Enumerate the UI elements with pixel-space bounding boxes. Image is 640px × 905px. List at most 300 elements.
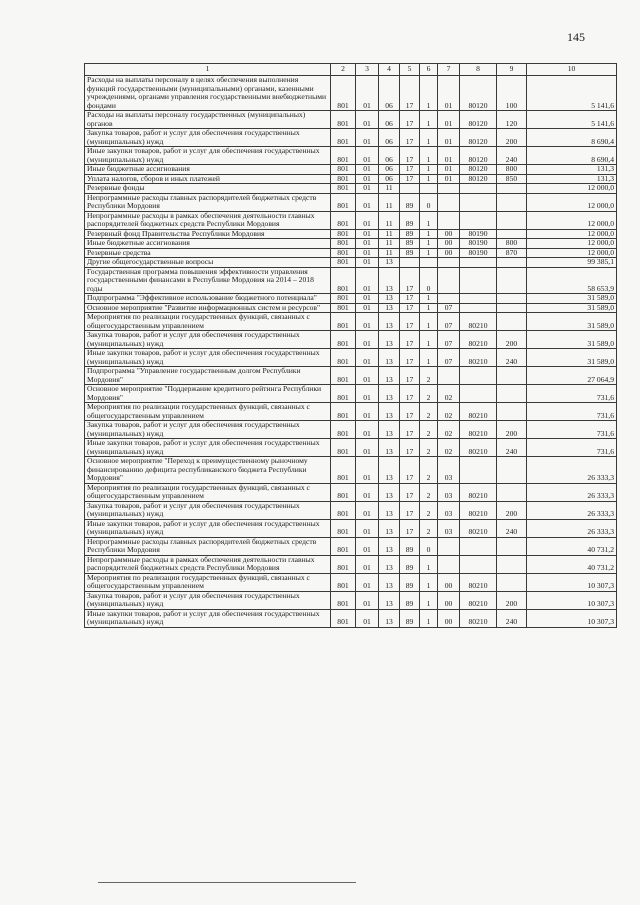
table-row — [85, 129, 617, 147]
code-section: 01 — [356, 229, 379, 239]
code-activity: 01 — [438, 165, 460, 175]
table-row — [85, 609, 617, 627]
amount: 40 731,2 — [527, 555, 617, 573]
code-subprogram: 2 — [420, 421, 438, 439]
code-section: 01 — [356, 367, 379, 385]
code-ministry: 801 — [331, 519, 356, 537]
code-activity: 02 — [438, 421, 460, 439]
row-name: Подпрограмма "Эффективное использование бюджетного потенциала" — [85, 294, 331, 304]
code-subsection: 06 — [379, 76, 400, 111]
code-ministry: 801 — [331, 303, 356, 313]
column-header: 5 — [400, 64, 420, 76]
code-program: 89 — [400, 239, 420, 249]
code-program: 17 — [400, 111, 420, 129]
code-direction: 80210 — [460, 421, 497, 439]
table-row — [85, 519, 617, 537]
row-name: Закупка товаров, работ и услуг для обеспечения государственных (муниципальных) нужд — [85, 331, 331, 349]
column-header: 6 — [420, 64, 438, 76]
code-direction: 80210 — [460, 501, 497, 519]
code-expense-type — [497, 258, 527, 268]
amount: 12 000,0 — [527, 193, 617, 211]
amount: 12 000,0 — [527, 239, 617, 249]
row-name: Непрограммные расходы в рамках обеспечения деятельности главных распорядителей бюджетных средств Республики Мордовия — [85, 555, 331, 573]
code-expense-type — [497, 573, 527, 591]
code-activity — [438, 258, 460, 268]
code-subsection: 11 — [379, 193, 400, 211]
code-ministry: 801 — [331, 147, 356, 165]
code-subprogram: 2 — [420, 385, 438, 403]
code-section: 01 — [356, 483, 379, 501]
code-direction — [460, 385, 497, 403]
code-activity: 03 — [438, 501, 460, 519]
code-section: 01 — [356, 267, 379, 294]
table-row — [85, 193, 617, 211]
table-row — [85, 331, 617, 349]
code-ministry: 801 — [331, 483, 356, 501]
code-ministry: 801 — [331, 165, 356, 175]
code-subsection: 06 — [379, 165, 400, 175]
code-direction — [460, 457, 497, 484]
code-program: 89 — [400, 193, 420, 211]
code-section: 01 — [356, 537, 379, 555]
code-ministry: 801 — [331, 555, 356, 573]
code-activity: 07 — [438, 331, 460, 349]
row-name: Непрограммные расходы главных распорядителей бюджетных средств Республики Мордовия — [85, 537, 331, 555]
code-program: 17 — [400, 313, 420, 331]
code-direction — [460, 294, 497, 304]
row-name: Резервные средства — [85, 248, 331, 258]
code-expense-type — [497, 385, 527, 403]
code-ministry: 801 — [331, 385, 356, 403]
table-row — [85, 248, 617, 258]
code-subprogram: 1 — [420, 174, 438, 184]
code-ministry: 801 — [331, 439, 356, 457]
table-row — [85, 184, 617, 194]
code-section: 01 — [356, 313, 379, 331]
row-name: Резервные фонды — [85, 184, 331, 194]
code-section: 01 — [356, 519, 379, 537]
code-ministry: 801 — [331, 457, 356, 484]
code-expense-type — [497, 313, 527, 331]
code-program: 17 — [400, 294, 420, 304]
table-row — [85, 294, 617, 304]
table-row — [85, 501, 617, 519]
code-direction: 80210 — [460, 609, 497, 627]
code-subsection: 11 — [379, 229, 400, 239]
code-subsection: 13 — [379, 519, 400, 537]
code-direction: 80120 — [460, 174, 497, 184]
code-ministry: 801 — [331, 501, 356, 519]
code-expense-type — [497, 555, 527, 573]
amount: 12 000,0 — [527, 211, 617, 229]
code-expense-type — [497, 184, 527, 194]
table-row — [85, 303, 617, 313]
code-program: 89 — [400, 211, 420, 229]
row-name: Мероприятия по реализации государственных функций, связанных с общегосударственным управлением — [85, 313, 331, 331]
column-header: 2 — [331, 64, 356, 76]
code-subprogram: 1 — [420, 211, 438, 229]
code-expense-type: 240 — [497, 439, 527, 457]
code-section: 01 — [356, 76, 379, 111]
amount: 10 307,3 — [527, 609, 617, 627]
amount: 5 141,6 — [527, 111, 617, 129]
amount: 26 333,3 — [527, 501, 617, 519]
row-name: Непрограммные расходы в рамках обеспечения деятельности главных распорядителей бюджетных средств Республики Мордовия — [85, 211, 331, 229]
code-expense-type — [497, 267, 527, 294]
code-subsection: 13 — [379, 385, 400, 403]
table-row — [85, 229, 617, 239]
code-subprogram — [420, 184, 438, 194]
table-row — [85, 239, 617, 249]
code-direction: 80210 — [460, 573, 497, 591]
amount: 5 141,6 — [527, 76, 617, 111]
table-row — [85, 421, 617, 439]
code-direction: 80210 — [460, 519, 497, 537]
table-row — [85, 403, 617, 421]
code-direction: 80120 — [460, 111, 497, 129]
code-expense-type — [497, 193, 527, 211]
code-subsection: 11 — [379, 239, 400, 249]
code-activity: 02 — [438, 385, 460, 403]
amount: 31 589,0 — [527, 294, 617, 304]
code-section: 01 — [356, 129, 379, 147]
code-section: 01 — [356, 457, 379, 484]
code-subprogram: 1 — [420, 248, 438, 258]
code-program: 17 — [400, 349, 420, 367]
code-program: 89 — [400, 609, 420, 627]
amount: 26 333,3 — [527, 457, 617, 484]
code-section: 01 — [356, 248, 379, 258]
code-expense-type — [497, 537, 527, 555]
amount: 12 000,0 — [527, 248, 617, 258]
code-subsection: 13 — [379, 439, 400, 457]
code-ministry: 801 — [331, 367, 356, 385]
code-subsection: 13 — [379, 303, 400, 313]
table-row — [85, 483, 617, 501]
code-ministry: 801 — [331, 193, 356, 211]
code-program: 89 — [400, 248, 420, 258]
code-subsection: 13 — [379, 367, 400, 385]
column-header: 7 — [438, 64, 460, 76]
code-ministry: 801 — [331, 609, 356, 627]
code-activity: 00 — [438, 573, 460, 591]
code-ministry: 801 — [331, 573, 356, 591]
code-program: 17 — [400, 483, 420, 501]
code-ministry: 801 — [331, 129, 356, 147]
code-subsection: 13 — [379, 331, 400, 349]
code-subprogram: 1 — [420, 555, 438, 573]
column-header: 8 — [460, 64, 497, 76]
table-row — [85, 111, 617, 129]
code-direction — [460, 267, 497, 294]
code-program: 17 — [400, 403, 420, 421]
code-program: 17 — [400, 165, 420, 175]
code-section: 01 — [356, 174, 379, 184]
code-program: 17 — [400, 303, 420, 313]
code-subsection: 13 — [379, 591, 400, 609]
code-program: 17 — [400, 129, 420, 147]
code-expense-type — [497, 367, 527, 385]
code-expense-type: 240 — [497, 147, 527, 165]
code-direction — [460, 258, 497, 268]
code-activity: 03 — [438, 483, 460, 501]
code-subprogram: 2 — [420, 439, 438, 457]
row-name: Государственная программа повышения эффективности управления государственными финансами в Республике Мордовия на 2014 – 2018 годы — [85, 267, 331, 294]
code-program — [400, 258, 420, 268]
code-expense-type: 200 — [497, 421, 527, 439]
amount: 10 307,3 — [527, 591, 617, 609]
code-subprogram: 1 — [420, 229, 438, 239]
row-name: Иные закупки товаров, работ и услуг для обеспечения государственных (муниципальных) нужд — [85, 349, 331, 367]
code-activity: 01 — [438, 147, 460, 165]
code-section: 01 — [356, 211, 379, 229]
code-direction: 80120 — [460, 76, 497, 111]
amount: 31 589,0 — [527, 303, 617, 313]
code-subsection: 13 — [379, 258, 400, 268]
code-ministry: 801 — [331, 591, 356, 609]
row-name: Уплата налогов, сборов и иных платежей — [85, 174, 331, 184]
code-activity — [438, 537, 460, 555]
code-expense-type: 240 — [497, 519, 527, 537]
code-ministry: 801 — [331, 403, 356, 421]
code-subprogram: 1 — [420, 76, 438, 111]
code-subsection: 06 — [379, 174, 400, 184]
code-expense-type: 240 — [497, 349, 527, 367]
code-activity: 00 — [438, 609, 460, 627]
code-ministry: 801 — [331, 267, 356, 294]
code-subprogram: 1 — [420, 111, 438, 129]
code-subprogram: 2 — [420, 403, 438, 421]
code-direction — [460, 193, 497, 211]
code-subsection: 13 — [379, 555, 400, 573]
code-direction: 80210 — [460, 483, 497, 501]
code-subprogram: 2 — [420, 519, 438, 537]
row-name: Закупка товаров, работ и услуг для обеспечения государственных (муниципальных) нужд — [85, 501, 331, 519]
code-program: 17 — [400, 147, 420, 165]
code-expense-type — [497, 211, 527, 229]
code-activity: 03 — [438, 457, 460, 484]
code-subsection: 13 — [379, 573, 400, 591]
code-expense-type: 100 — [497, 76, 527, 111]
amount: 8 690,4 — [527, 129, 617, 147]
row-name: Мероприятия по реализации государственных функций, связанных с общегосударственным управлением — [85, 403, 331, 421]
code-subsection: 11 — [379, 184, 400, 194]
code-ministry: 801 — [331, 258, 356, 268]
code-direction — [460, 367, 497, 385]
code-expense-type — [497, 457, 527, 484]
code-expense-type: 200 — [497, 129, 527, 147]
table-row — [85, 349, 617, 367]
amount: 40 731,2 — [527, 537, 617, 555]
code-program: 89 — [400, 229, 420, 239]
code-activity: 00 — [438, 229, 460, 239]
table-row — [85, 555, 617, 573]
code-expense-type: 200 — [497, 501, 527, 519]
code-section: 01 — [356, 501, 379, 519]
code-ministry: 801 — [331, 349, 356, 367]
code-section: 01 — [356, 421, 379, 439]
code-ministry: 801 — [331, 174, 356, 184]
code-subprogram: 2 — [420, 501, 438, 519]
code-subsection: 13 — [379, 294, 400, 304]
code-subsection: 13 — [379, 501, 400, 519]
column-header-row — [85, 64, 617, 76]
code-program — [400, 184, 420, 194]
code-activity: 01 — [438, 76, 460, 111]
code-ministry: 801 — [331, 248, 356, 258]
code-subprogram: 1 — [420, 303, 438, 313]
code-ministry: 801 — [331, 421, 356, 439]
row-name: Закупка товаров, работ и услуг для обеспечения государственных (муниципальных) нужд — [85, 421, 331, 439]
row-name: Иные бюджетные ассигнования — [85, 165, 331, 175]
amount: 31 589,0 — [527, 349, 617, 367]
code-subprogram — [420, 258, 438, 268]
table-row — [85, 211, 617, 229]
code-ministry: 801 — [331, 184, 356, 194]
code-subsection: 11 — [379, 248, 400, 258]
code-expense-type: 240 — [497, 609, 527, 627]
code-expense-type: 870 — [497, 248, 527, 258]
code-subprogram: 0 — [420, 267, 438, 294]
code-section: 01 — [356, 111, 379, 129]
amount: 26 333,3 — [527, 519, 617, 537]
code-ministry: 801 — [331, 294, 356, 304]
code-subprogram: 1 — [420, 331, 438, 349]
code-section: 01 — [356, 403, 379, 421]
code-subprogram: 1 — [420, 147, 438, 165]
code-direction — [460, 555, 497, 573]
row-name: Непрограммные расходы главных распорядителей бюджетных средств Республики Мордовия — [85, 193, 331, 211]
code-subsection: 06 — [379, 147, 400, 165]
code-activity: 01 — [438, 174, 460, 184]
code-section: 01 — [356, 331, 379, 349]
code-activity — [438, 184, 460, 194]
budget-table-body — [85, 64, 617, 628]
amount: 131,3 — [527, 174, 617, 184]
code-activity — [438, 294, 460, 304]
code-direction: 80190 — [460, 239, 497, 249]
code-subprogram: 2 — [420, 367, 438, 385]
amount: 10 307,3 — [527, 573, 617, 591]
table-row — [85, 573, 617, 591]
code-ministry: 801 — [331, 313, 356, 331]
code-subsection: 06 — [379, 111, 400, 129]
code-subsection: 13 — [379, 403, 400, 421]
code-program: 17 — [400, 385, 420, 403]
code-expense-type — [497, 483, 527, 501]
row-name: Иные бюджетные ассигнования — [85, 239, 331, 249]
code-subsection: 13 — [379, 609, 400, 627]
code-direction — [460, 537, 497, 555]
code-section: 01 — [356, 184, 379, 194]
code-section: 01 — [356, 239, 379, 249]
code-direction: 80210 — [460, 349, 497, 367]
code-activity — [438, 555, 460, 573]
row-name: Основное мероприятие "Поддержание кредитного рейтинга Республики Мордовия" — [85, 385, 331, 403]
code-section: 01 — [356, 303, 379, 313]
code-subprogram: 1 — [420, 349, 438, 367]
code-activity — [438, 367, 460, 385]
code-activity: 03 — [438, 519, 460, 537]
code-expense-type: 200 — [497, 331, 527, 349]
row-name: Иные закупки товаров, работ и услуг для обеспечения государственных (муниципальных) нужд — [85, 147, 331, 165]
code-direction — [460, 303, 497, 313]
code-expense-type — [497, 229, 527, 239]
code-subprogram: 1 — [420, 239, 438, 249]
code-activity: 07 — [438, 349, 460, 367]
code-program: 17 — [400, 439, 420, 457]
code-program: 89 — [400, 591, 420, 609]
code-direction — [460, 184, 497, 194]
budget-table — [84, 63, 617, 628]
table-row — [85, 165, 617, 175]
code-expense-type: 800 — [497, 239, 527, 249]
amount: 31 589,0 — [527, 313, 617, 331]
code-direction: 80120 — [460, 129, 497, 147]
code-direction: 80190 — [460, 229, 497, 239]
code-ministry: 801 — [331, 111, 356, 129]
table-row — [85, 591, 617, 609]
amount: 58 653,9 — [527, 267, 617, 294]
code-expense-type: 850 — [497, 174, 527, 184]
column-header: 1 — [85, 64, 331, 76]
table-row — [85, 439, 617, 457]
code-direction: 80210 — [460, 439, 497, 457]
code-subsection: 13 — [379, 267, 400, 294]
code-activity: 02 — [438, 439, 460, 457]
code-subprogram: 0 — [420, 193, 438, 211]
row-name: Подпрограмма "Управление государственным долгом Республики Мордовия" — [85, 367, 331, 385]
code-program: 17 — [400, 367, 420, 385]
code-direction: 80210 — [460, 313, 497, 331]
row-name: Расходы на выплаты персоналу в целях обеспечения выполнения функций государственными (муниципальными) органами, казенными учреждениями, органами управления государственными внебюджетными фондами — [85, 76, 331, 111]
code-section: 01 — [356, 349, 379, 367]
code-section: 01 — [356, 609, 379, 627]
code-subsection: 13 — [379, 483, 400, 501]
code-subprogram: 1 — [420, 294, 438, 304]
code-activity — [438, 267, 460, 294]
code-program: 89 — [400, 537, 420, 555]
table-row — [85, 385, 617, 403]
footer-rule — [98, 882, 356, 883]
row-name: Другие общегосударственные вопросы — [85, 258, 331, 268]
code-activity — [438, 193, 460, 211]
table-row — [85, 267, 617, 294]
code-section: 01 — [356, 573, 379, 591]
code-subprogram: 1 — [420, 129, 438, 147]
code-activity: 07 — [438, 313, 460, 331]
code-ministry: 801 — [331, 239, 356, 249]
code-program: 89 — [400, 573, 420, 591]
row-name: Закупка товаров, работ и услуг для обеспечения государственных (муниципальных) нужд — [85, 591, 331, 609]
table-row — [85, 174, 617, 184]
code-section: 01 — [356, 591, 379, 609]
code-subprogram: 0 — [420, 537, 438, 555]
column-header: 10 — [527, 64, 617, 76]
code-section: 01 — [356, 147, 379, 165]
amount: 26 333,3 — [527, 483, 617, 501]
code-direction: 80120 — [460, 165, 497, 175]
code-section: 01 — [356, 165, 379, 175]
code-section: 01 — [356, 385, 379, 403]
row-name: Основное мероприятие "Развитие информационных систем и ресурсов" — [85, 303, 331, 313]
code-activity: 00 — [438, 248, 460, 258]
table-row — [85, 76, 617, 111]
code-subprogram: 1 — [420, 313, 438, 331]
row-name: Расходы на выплаты персоналу государственных (муниципальных) органов — [85, 111, 331, 129]
code-ministry: 801 — [331, 537, 356, 555]
code-program: 17 — [400, 519, 420, 537]
